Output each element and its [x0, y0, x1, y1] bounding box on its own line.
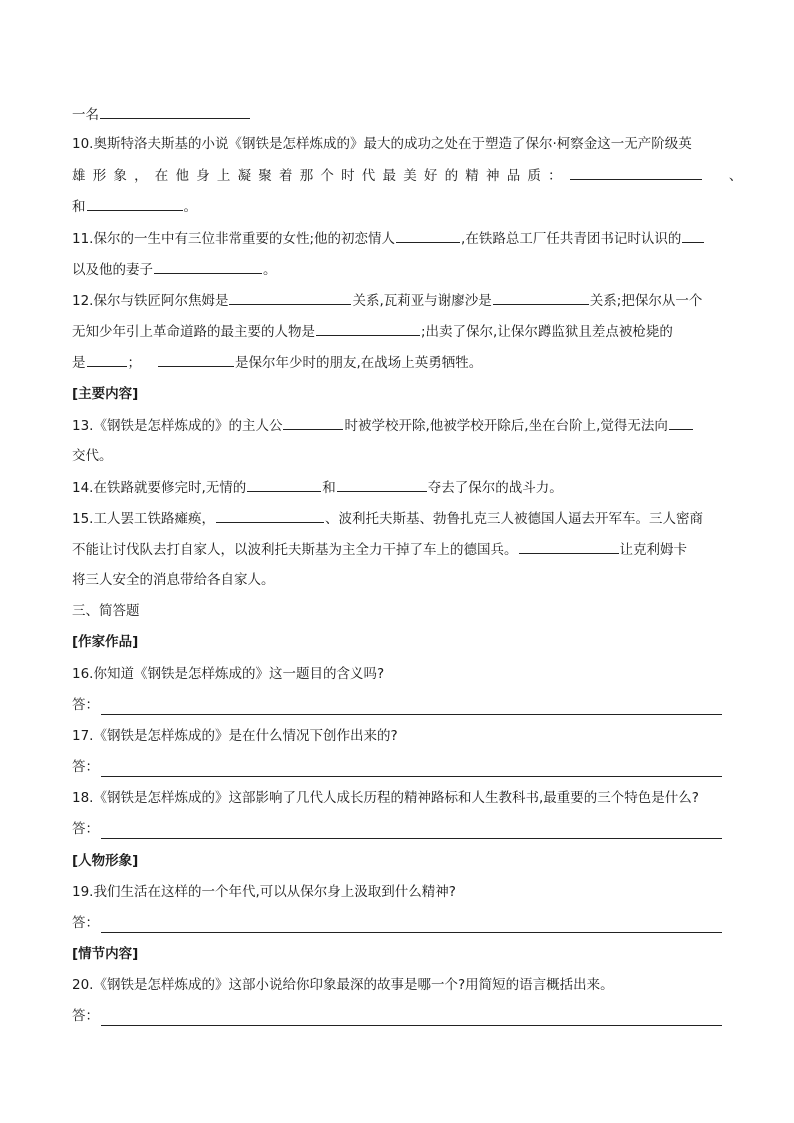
section-heading-main-content: [主要内容] — [72, 386, 139, 402]
answer-blank[interactable] — [682, 228, 704, 243]
q11-line2: 以及他的妻子 。 — [72, 259, 722, 280]
q19-question: 19.我们生活在这样的一个年代,可以从保尔身上汲取到什么精神? — [72, 884, 456, 900]
answer-blank[interactable] — [396, 228, 460, 243]
q10-line2: 雄形象，在他身上凝聚着那个时代最美好的精神品质： 、 — [72, 165, 722, 186]
answer-blank[interactable] — [158, 352, 234, 367]
answer-blank[interactable] — [100, 104, 250, 119]
answer-blank[interactable] — [87, 196, 183, 211]
answer-field[interactable] — [101, 1011, 722, 1026]
answer-blank[interactable] — [493, 290, 589, 305]
answer-blank[interactable] — [519, 539, 619, 554]
answer-blank[interactable] — [337, 477, 427, 492]
q12-line3: 是 ； 是保尔年少时的朋友,在战场上英勇牺牲。 — [72, 352, 722, 373]
answer-blank[interactable] — [154, 259, 262, 274]
q19-answer-line: 答： — [72, 913, 722, 933]
q18-question: 18.《钢铁是怎样炼成的》这部影响了几代人成长历程的精神路标和人生教科书,最重要的三个特色是什么? — [72, 790, 699, 806]
q20-answer-line: 答： — [72, 1006, 722, 1026]
section-heading-character: [人物形象] — [72, 853, 139, 869]
answer-blank[interactable] — [229, 290, 351, 305]
q18-answer-line: 答： — [72, 819, 722, 839]
answer-field[interactable] — [101, 762, 722, 777]
q10-line3: 和 。 — [72, 196, 722, 217]
answer-blank[interactable] — [669, 415, 693, 430]
answer-blank[interactable] — [570, 165, 702, 180]
q14-line: 14.在铁路就要修完时,无情的 和 夺去了保尔的战斗力。 — [72, 477, 722, 498]
q17-answer-line: 答： — [72, 757, 722, 777]
q10-line1: 10.奥斯特洛夫斯基的小说《钢铁是怎样炼成的》最大的成功之处在于塑造了保尔·柯察金这一无产阶级英 — [72, 136, 692, 152]
q15-line1: 15.工人罢工铁路瘫痪， 、波利托夫斯基、勃鲁扎克三人被德国人逼去开军车。三人密商 — [72, 508, 722, 529]
answer-blank[interactable] — [247, 477, 321, 492]
answer-blank[interactable] — [216, 508, 324, 523]
q11-line1: 11.保尔的一生中有三位非常重要的女性;他的初恋情人 ,在铁路总工厂任共青团书记时认识的 — [72, 228, 722, 249]
q16-answer-line: 答： — [72, 695, 722, 715]
q13-line1: 13.《钢铁是怎样炼成的》的主人公 时被学校开除,他被学校开除后,坐在台阶上,觉得无法向 — [72, 415, 722, 436]
q15-line3: 将三人安全的消息带给各自家人。 — [72, 572, 275, 588]
q20-question: 20.《钢铁是怎样炼成的》这部小说给你印象最深的故事是哪一个?用简短的语言概括出来。 — [72, 977, 614, 993]
section-heading-plot: [情节内容] — [72, 946, 139, 962]
answer-field[interactable] — [101, 918, 722, 933]
q15-line2: 不能让讨伐队去打自家人，以波利托夫斯基为主全力干掉了车上的德国兵。 让克利姆卡 — [72, 539, 722, 560]
answer-blank[interactable] — [87, 352, 127, 367]
section-heading-author-works: [作家作品] — [72, 634, 139, 650]
answer-blank[interactable] — [316, 321, 420, 336]
q9-tail: 一名 — [72, 104, 722, 125]
q13-line2: 交代。 — [72, 448, 113, 464]
answer-blank[interactable] — [283, 415, 343, 430]
answer-field[interactable] — [101, 700, 722, 715]
section-heading-short-answer: 三、简答题 — [72, 603, 140, 619]
q17-question: 17.《钢铁是怎样炼成的》是在什么情况下创作出来的? — [72, 728, 398, 744]
q12-line1: 12.保尔与铁匠阿尔焦姆是 关系,瓦莉亚与谢廖沙是 关系;把保尔从一个 — [72, 290, 722, 311]
answer-field[interactable] — [101, 824, 722, 839]
q12-line2: 无知少年引上革命道路的最主要的人物是 ;出卖了保尔,让保尔蹲监狱且差点被枪毙的 — [72, 321, 722, 342]
q16-question: 16.你知道《钢铁是怎样炼成的》这一题目的含义吗? — [72, 666, 385, 682]
